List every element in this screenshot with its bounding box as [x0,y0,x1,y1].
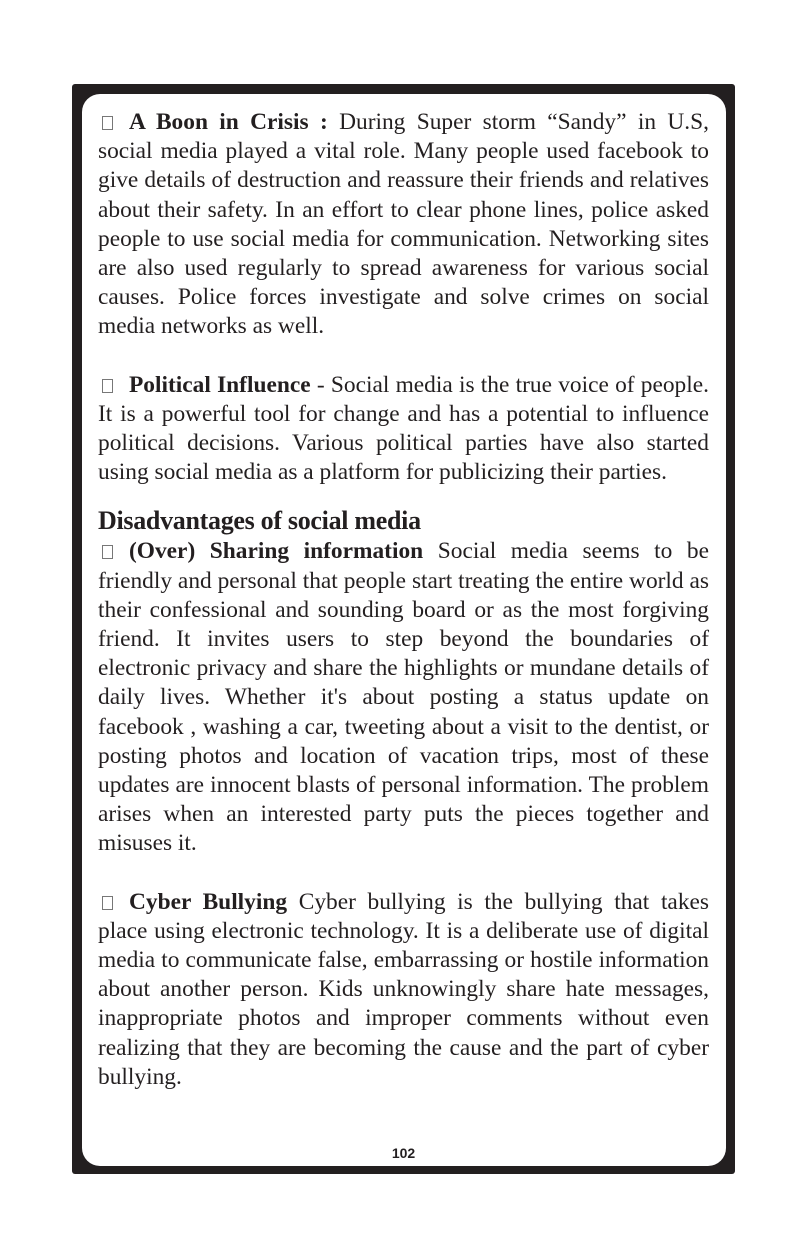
paragraph-lead: A Boon in Crisis : [129,109,328,135]
boon-in-crisis-paragraph [98,108,709,342]
section-heading: Disadvantages of social media [98,506,421,536]
paragraph-text: Cyber bullying is the bullying that takes place using electronic technology. It is a deliberate use of digital media to communicate false, embarrassing or hostile information about another person. Kids unknowingly share hate messages, inappropriate photos and improper comments without even realizing that they are becoming the cause and the part of cyber bullying. [98,888,709,1090]
bullet-box-icon [102,896,113,910]
bullet-box-icon [102,545,113,559]
cyber-bullying-paragraph [98,888,709,1092]
paragraph-text: - Social media is the true voice of people. It is a powerful tool for change and has a potential to influence political decisions. Various political parties have also started using social media as a platform for publicizing their parties. [98,371,709,486]
bullet-box-icon [102,379,113,393]
paragraph-lead: (Over) Sharing information [129,538,424,565]
page-number: 102 [391,1145,416,1161]
paragraph-text: During Super storm “Sandy” in U.S, social media played a vital role. Many people used facebook to give details of destruction and reassure their friends and relatives about their safety. In an effort to clear phone lines, police asked people to use social media for communication. Networking sites are also used regularly to spread awareness for various social causes. Police forces investigate and solve crimes on social media networks as well. [98,109,709,340]
bullet-box-icon [102,116,113,130]
paragraph-text: Social media seems to be friendly and personal that people start treating the entire world as their confessional and sounding board or as the most forgiving friend. It invites users to step beyond the boundaries of electronic privacy and share the highlights or mundane details of daily lives. Whether it's about posting a status update on facebook , washing a car, tweeting about a visit to the dentist, or posting photos and location of vacation trips, most of these updates are innocent blasts of personal information. The problem arises when an interested party puts the pieces together and misuses it. [98,538,709,857]
paragraph-lead: Cyber Bullying [129,888,288,915]
political-influence-paragraph [98,371,709,488]
over-sharing-paragraph [98,537,709,858]
paragraph-lead: Political Influence [129,371,311,398]
page-content [98,108,709,1092]
